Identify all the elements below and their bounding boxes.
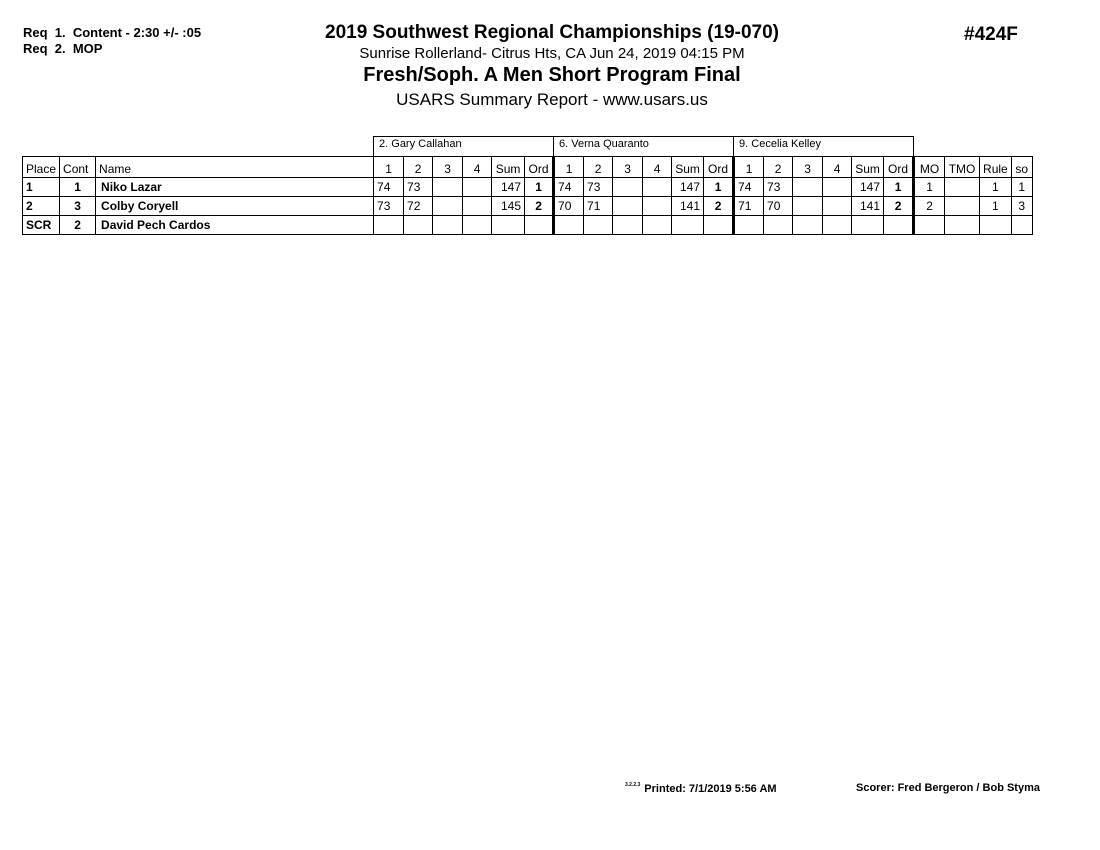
column-header-judge-ord: Ord [884, 157, 914, 178]
judge-name: 2. Gary Callahan [374, 137, 554, 157]
event-title: Fresh/Soph. A Men Short Program Final [363, 64, 741, 86]
score-cell: 74 [554, 178, 584, 197]
score-cell [404, 216, 433, 235]
sum-cell: 147 [672, 178, 704, 197]
column-header-judge-s4: 4 [463, 157, 492, 178]
printed-text: Printed: 7/1/2019 5:56 AM [644, 783, 777, 795]
mo-cell [914, 216, 945, 235]
column-header-place: Place [23, 157, 60, 178]
cont-cell: 3 [60, 197, 96, 216]
sum-cell: 145 [492, 197, 525, 216]
column-header-judge-s3: 3 [433, 157, 463, 178]
mo-cell: 2 [914, 197, 945, 216]
score-cell [584, 216, 613, 235]
column-header-judge-s2: 2 [404, 157, 433, 178]
score-cell [793, 216, 823, 235]
score-cell: 74 [374, 178, 404, 197]
score-cell [823, 197, 852, 216]
column-header-judge-sum: Sum [672, 157, 704, 178]
venue-date-line: Sunrise Rollerland- Citrus Hts, CA Jun 24, 2019 04:15 PM [359, 45, 745, 62]
score-cell: 73 [404, 178, 433, 197]
ordinal-cell [704, 216, 734, 235]
score-cell [613, 197, 643, 216]
score-cell [463, 178, 492, 197]
score-cell [823, 216, 852, 235]
column-header-judge-s4: 4 [823, 157, 852, 178]
ordinal-cell: 2 [704, 197, 734, 216]
rule-cell [980, 216, 1012, 235]
score-cell: 73 [584, 178, 613, 197]
table-row [23, 197, 1033, 216]
score-cell [613, 216, 643, 235]
score-cell [463, 197, 492, 216]
score-cell: 73 [764, 178, 793, 197]
score-cell [554, 216, 584, 235]
ordinal-cell: 1 [704, 178, 734, 197]
column-header-judge-sum: Sum [852, 157, 884, 178]
score-cell [433, 197, 463, 216]
score-cell [613, 178, 643, 197]
place-cell: 1 [23, 178, 60, 197]
tmo-cell [945, 197, 980, 216]
score-cell [793, 178, 823, 197]
so-cell: 1 [1011, 178, 1032, 197]
column-header-judge-s3: 3 [613, 157, 643, 178]
software-version: 3.2.2.3 [625, 782, 641, 788]
sum-cell [492, 216, 525, 235]
so-cell [1011, 216, 1032, 235]
event-number: #424F [964, 24, 1018, 45]
rule-cell: 1 [980, 197, 1012, 216]
scorer-names: Scorer: Fred Bergeron / Bob Styma [856, 782, 1040, 794]
ordinal-cell [525, 216, 554, 235]
score-cell [823, 178, 852, 197]
score-cell [433, 216, 463, 235]
sum-cell: 141 [672, 197, 704, 216]
score-cell [764, 216, 793, 235]
column-header-mo: MO [914, 157, 945, 178]
score-cell: 72 [404, 197, 433, 216]
column-header-judge-sum: Sum [492, 157, 525, 178]
score-cell: 70 [554, 197, 584, 216]
mo-cell: 1 [914, 178, 945, 197]
ordinal-cell: 1 [884, 178, 914, 197]
score-cell [643, 216, 672, 235]
score-cell [433, 178, 463, 197]
skater-name-cell: David Pech Cardos [96, 216, 374, 235]
tmo-cell [945, 216, 980, 235]
column-header-judge-s1: 1 [554, 157, 584, 178]
column-header-row [23, 157, 1033, 178]
column-header-judge-s3: 3 [793, 157, 823, 178]
judge-name: 6. Verna Quaranto [554, 137, 734, 157]
score-cell: 74 [734, 178, 764, 197]
column-header-judge-ord: Ord [525, 157, 554, 178]
column-header-judge-s4: 4 [643, 157, 672, 178]
event-name: 2019 Southwest Regional Championships (19-070) [325, 22, 779, 43]
table-row [23, 216, 1033, 235]
score-cell [793, 197, 823, 216]
ordinal-cell: 1 [525, 178, 554, 197]
column-header-so: so [1011, 157, 1032, 178]
column-header-judge-s2: 2 [584, 157, 613, 178]
score-cell: 70 [764, 197, 793, 216]
skater-name-cell: Niko Lazar [96, 178, 374, 197]
table-row [23, 178, 1033, 197]
sum-cell [852, 216, 884, 235]
ordinal-cell: 2 [884, 197, 914, 216]
sum-cell: 141 [852, 197, 884, 216]
tmo-cell [945, 178, 980, 197]
rule-cell: 1 [980, 178, 1012, 197]
place-cell: 2 [23, 197, 60, 216]
column-header-judge-s1: 1 [374, 157, 404, 178]
cont-cell: 1 [60, 178, 96, 197]
score-cell [374, 216, 404, 235]
column-header-rule: Rule [980, 157, 1012, 178]
sum-cell: 147 [852, 178, 884, 197]
column-header-judge-ord: Ord [704, 157, 734, 178]
place-cell: SCR [23, 216, 60, 235]
score-cell: 71 [734, 197, 764, 216]
cont-cell: 2 [60, 216, 96, 235]
requirement-2: Req 2. MOP [23, 41, 103, 56]
score-cell [463, 216, 492, 235]
results-table [22, 136, 1033, 235]
score-cell: 73 [374, 197, 404, 216]
printed-timestamp [625, 782, 777, 795]
judge-name: 9. Cecelia Kelley [734, 137, 914, 157]
ordinal-cell [884, 216, 914, 235]
sum-cell: 147 [492, 178, 525, 197]
sum-cell [672, 216, 704, 235]
score-cell [643, 178, 672, 197]
judge-header-row [23, 137, 1033, 157]
score-cell: 71 [584, 197, 613, 216]
column-header-name: Name [96, 157, 374, 178]
score-cell [643, 197, 672, 216]
skater-name-cell: Colby Coryell [96, 197, 374, 216]
so-cell: 3 [1011, 197, 1032, 216]
column-header-tmo: TMO [945, 157, 980, 178]
column-header-judge-s1: 1 [734, 157, 764, 178]
report-line: USARS Summary Report - www.usars.us [396, 90, 708, 109]
column-header-judge-s2: 2 [764, 157, 793, 178]
ordinal-cell: 2 [525, 197, 554, 216]
score-cell [734, 216, 764, 235]
requirement-1: Req 1. Content - 2:30 +/- :05 [23, 25, 202, 40]
column-header-cont: Cont [60, 157, 96, 178]
